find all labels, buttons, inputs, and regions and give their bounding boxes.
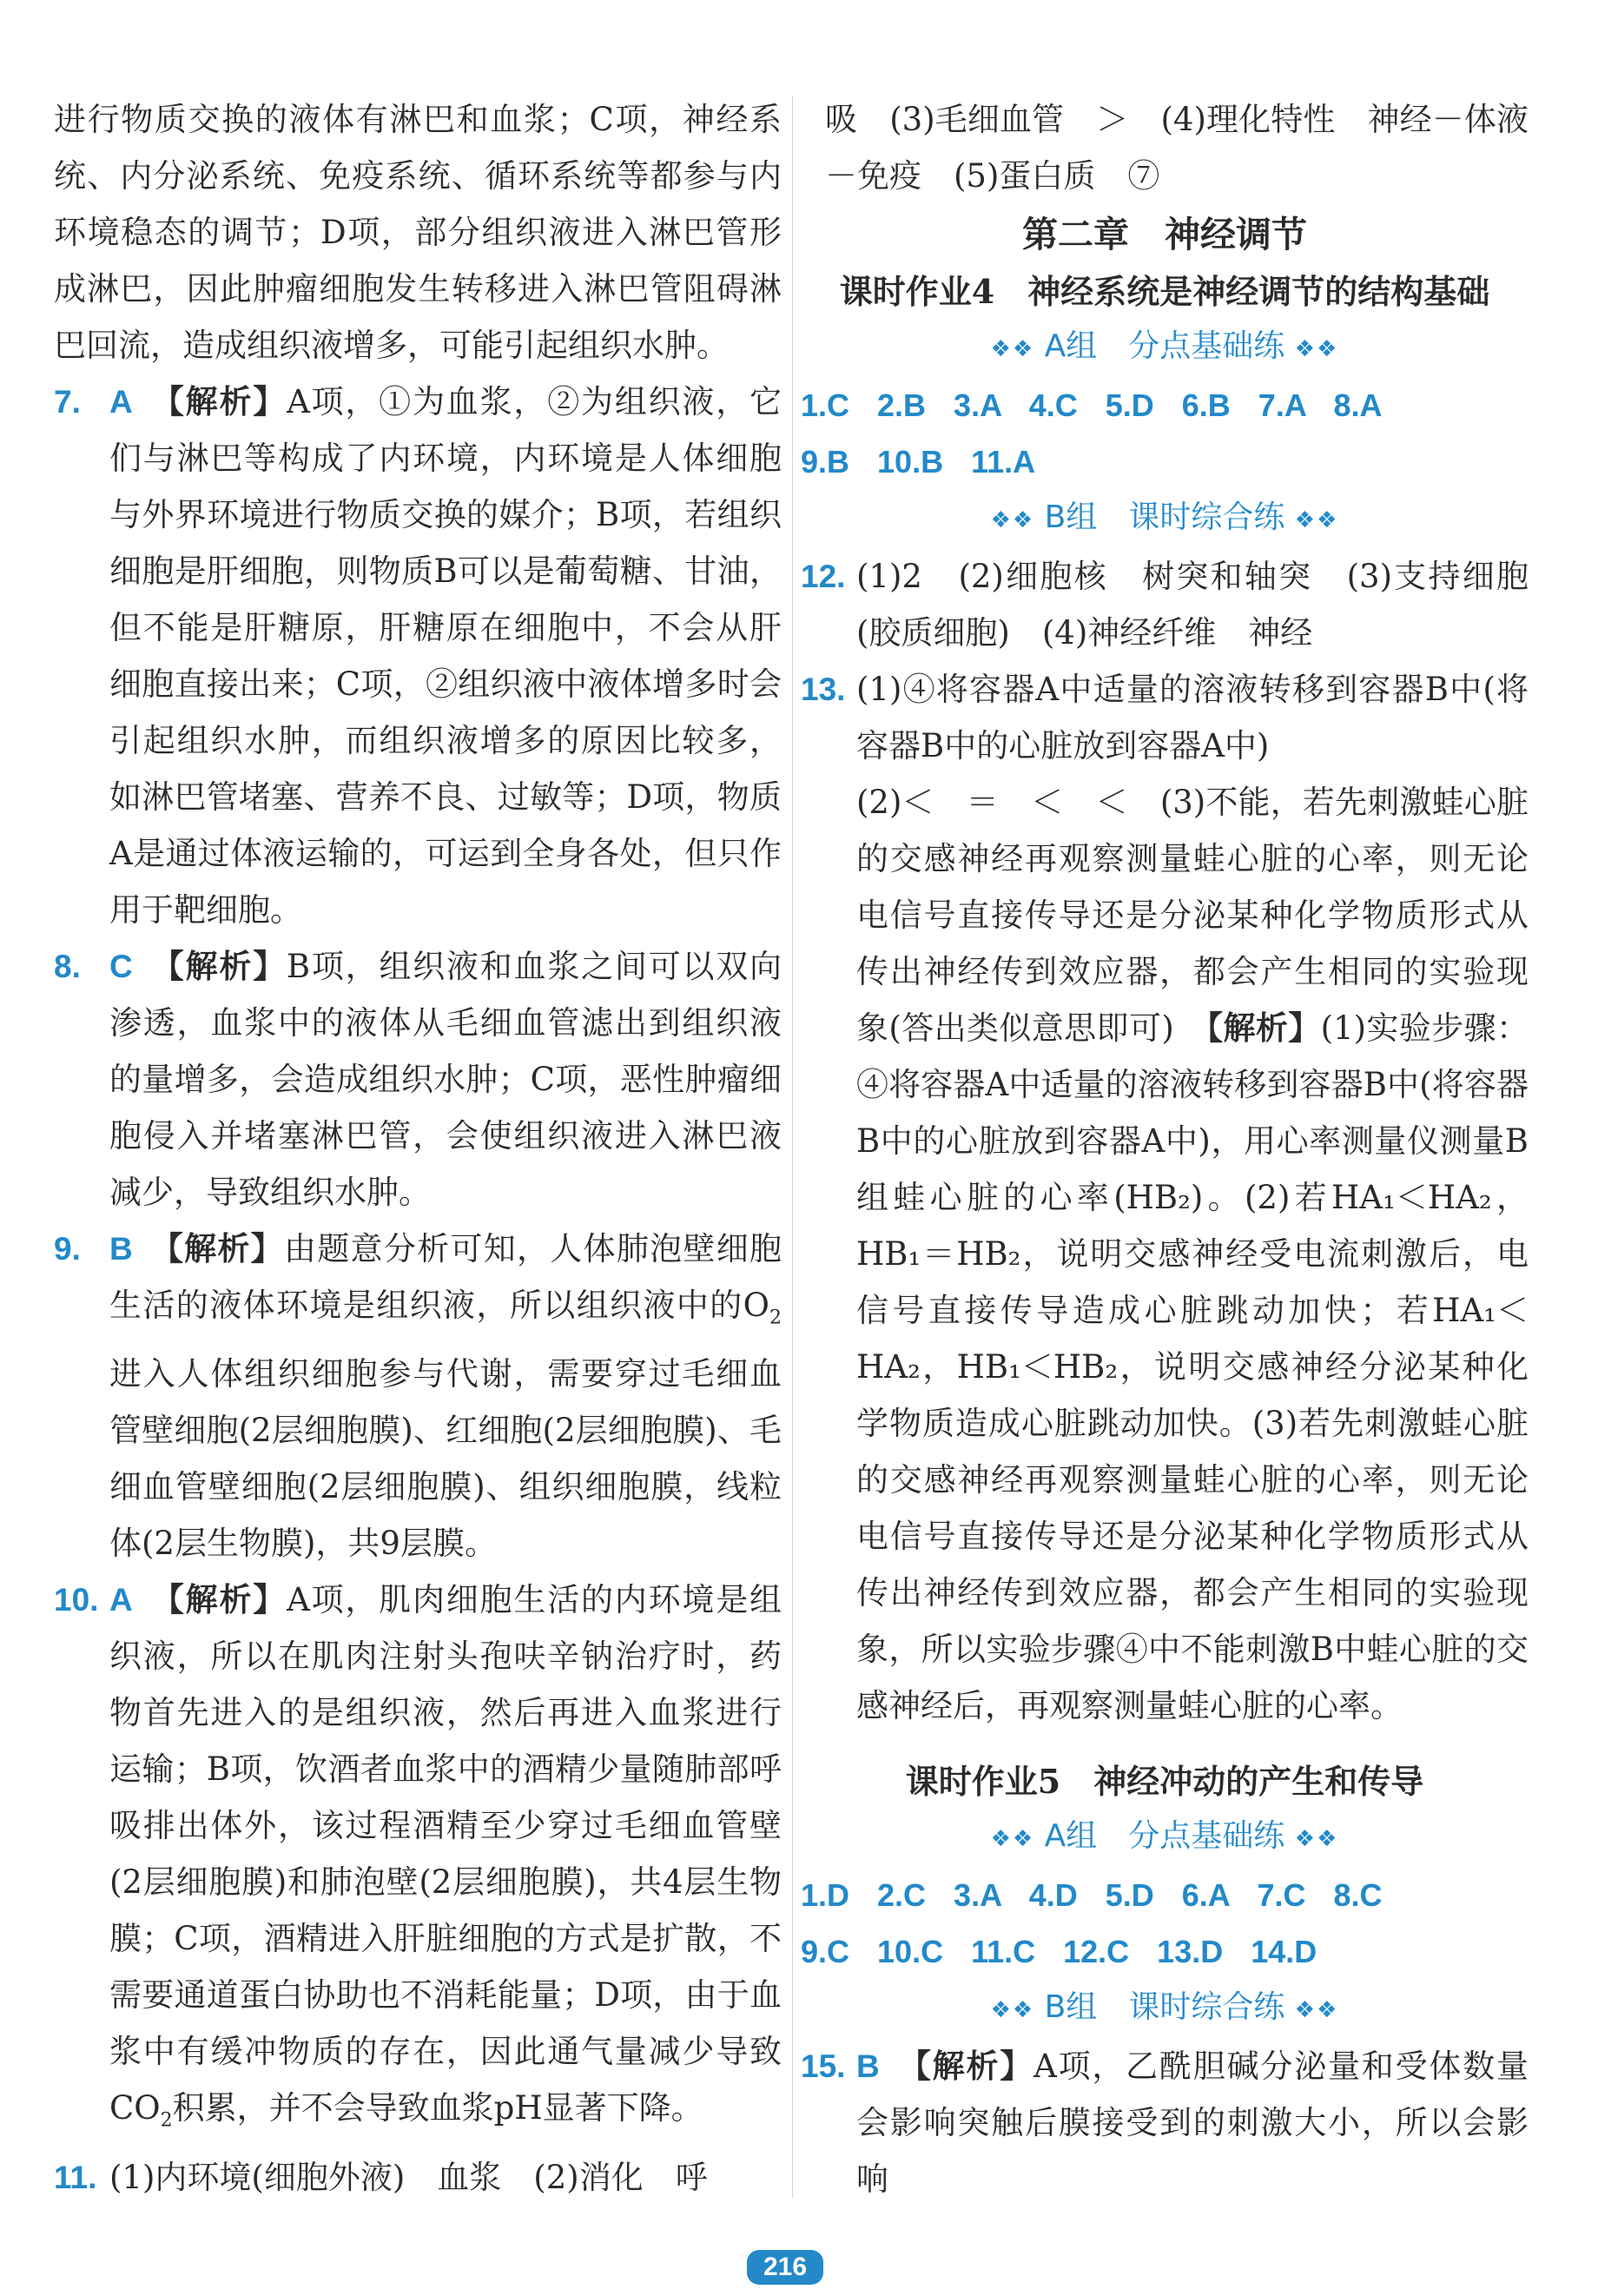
right-column — [801, 91, 1529, 2207]
question-number: 13. — [801, 672, 846, 707]
analysis-label: 【解析】 — [1206, 1009, 1321, 1047]
question-number: 11. — [54, 2159, 97, 2195]
left-column — [54, 91, 782, 2206]
lesson-5-answers-line-1: 1.D 2.C 3.A 4.D 5.D 6.A 7.C 8.C — [801, 1877, 1383, 1913]
diamond-icon: ❖❖ — [990, 507, 1035, 533]
lesson-4-title: 课时作业4 神经系统是神经调节的结构基础 — [839, 272, 1490, 311]
column-divider — [792, 96, 793, 2198]
diamond-icon: ❖❖ — [990, 336, 1035, 362]
lesson-4-answers-line-2: 9.B 10.B 11.A — [801, 444, 1036, 480]
group-label: A组 分点基础练 — [1044, 328, 1285, 364]
answer-part-1: (1)④将容器A中适量的溶液转移到容器B中(将容器B中的心脏放到容器A中) — [856, 671, 1529, 764]
question-7 — [54, 374, 782, 938]
analysis-label: 【解析】 — [915, 2048, 1034, 2085]
chapter-title: 第二章 神经调节 — [1022, 214, 1307, 255]
lesson-5-group-b-heading — [801, 1980, 1529, 2038]
answer-letter: A — [109, 1582, 133, 1618]
analysis-text: 由题意分析可知，人体肺泡壁细胞生活的液体环境是组织液，所以组织液中的O — [109, 1230, 782, 1324]
answer-letter: B — [109, 1231, 133, 1267]
group-label: B组 课时综合练 — [1044, 500, 1285, 535]
answer-letter: B — [856, 2048, 880, 2084]
diamond-icon: ❖❖ — [1294, 507, 1339, 533]
question-8 — [54, 938, 782, 1221]
lesson-4-group-b-heading — [801, 490, 1529, 548]
question-9 — [54, 1221, 782, 1571]
answer-text: (1)2 (2)细胞核 树突和轴突 (3)支持细胞(胶质细胞) (4)神经纤维 神经 — [856, 558, 1529, 652]
analysis-text: A项，肌肉细胞生活的内环境是组织液，所以在肌肉注射头孢呋辛钠治疗时，药物首先进入的是组织液，然后再进入血浆进行运输；B项，饮酒者血浆中的酒精少量随肺部呼吸排出体外，该过程酒精至少穿过毛细血管壁(2层细胞膜)和肺泡壁(2层细胞膜)，共4层生物膜；C项，酒精进入肝脏细胞的方式是扩散，不需要通道蛋白协助也不消耗能量；D项，由于血浆中有缓冲物质的存在，因此通气量减少导致CO — [109, 1581, 782, 2127]
lesson-5-group-a-heading — [801, 1809, 1529, 1867]
diamond-icon: ❖❖ — [1294, 1826, 1339, 1852]
answer-text: (1)内环境(细胞外液) 血浆 (2)消化 呼 — [109, 2158, 708, 2196]
lesson-5-answers-line-2: 9.C 10.C 11.C 12.C 13.D 14.D — [801, 1934, 1317, 1969]
question-number: 10. — [54, 1582, 99, 1618]
analysis-text: (1)实验步骤：④将容器A中适量的溶液转移到容器B中(将容器B中的心脏放到容器A中)，用心率测量仪测量B组蛙心脏的心率(HB₂)。(2)若HA₁＜HA₂，HB₁＝HB₂，说明交感神经受电流刺激后，电信号直接传导造成心脏跳动加快；若HA₁＜HA₂，HB₁＜HB₂，说明交感神经分泌某种化学物质造成心脏跳动加快。(3)若先刺激蛙心脏的交感神经再观察测量蛙心脏的心率，则无论电信号直接传导还是分泌某种化学物质形式从传出神经传到效应器，都会产生相同的实验现象，所以实验步骤④中不能刺激B中蛙心脏的交感神经后，再观察测量蛙心脏的心率。 — [856, 1009, 1529, 1724]
diamond-icon: ❖❖ — [990, 1997, 1035, 2023]
page-number: 216 — [747, 2250, 823, 2285]
lesson-4-answers-line-1: 1.C 2.B 3.A 4.C 5.D 6.B 7.A 8.A — [801, 387, 1383, 423]
question-number: 15. — [801, 2048, 846, 2084]
answer-part-2: (2)＜ ＝ ＜ ＜ (3)不能，若先刺激蛙心脏的交感神经再观察测量蛙心脏的心率，则无论电信号直接传导还是分泌某种化学物质形式从传出神经传到效应器，都会产生相同的实验现象(答出类似意思即可) — [856, 784, 1529, 1047]
question-number: 12. — [801, 559, 846, 594]
lesson-5-title: 课时作业5 神经冲动的产生和传导 — [905, 1762, 1424, 1801]
group-label: A组 分点基础练 — [1044, 1818, 1285, 1854]
analysis-label: 【解析】 — [168, 948, 287, 985]
q6-continuation: 进行物质交换的液体有淋巴和血浆；C项，神经系统、内分泌系统、免疫系统、循环系统等都参与内环境稳态的调节；D项，部分组织液进入淋巴管形成淋巴，因此肿瘤细胞发生转移进入淋巴管阻碍淋巴回流，造成组织液增多，可能引起组织水肿。 — [54, 101, 782, 364]
subscript: 2 — [160, 2109, 173, 2132]
group-label: B组 课时综合练 — [1044, 1989, 1285, 2025]
analysis-text: A项，乙酰胆碱分泌量和受体数量会影响突触后膜接受到的刺激大小，所以会影响 — [856, 2048, 1529, 2198]
answer-letter: A — [109, 384, 133, 420]
question-number: 7. — [54, 384, 81, 420]
question-12 — [801, 548, 1529, 661]
question-number: 8. — [54, 949, 81, 984]
analysis-text: A项，①为血浆，②为组织液，它们与淋巴等构成了内环境，内环境是人体细胞与外界环境进行物质交换的媒介；B项，若组织细胞是肝细胞，则物质B可以是葡萄糖、甘油，但不能是肝糖原，肝糖原在细胞中，不会从肝细胞直接出来；C项，②组织液中液体增多时会引起组织水肿，而组织液增多的原因比较多，如淋巴管堵塞、营养不良、过敏等；D项，物质A是通过体液运输的，可运到全身各处，但只作用于靶细胞。 — [109, 383, 782, 929]
analysis-label: 【解析】 — [168, 383, 287, 420]
question-number: 9. — [54, 1231, 81, 1267]
q11-continuation: 吸 (3)毛细血管 ＞ (4)理化特性 神经－体液－免疫 (5)蛋白质 ⑦ — [825, 101, 1529, 195]
analysis-label: 【解析】 — [167, 1230, 284, 1267]
analysis-text: B项，组织液和血浆之间可以双向渗透，血浆中的液体从毛细血管滤出到组织液的量增多，会造成组织水肿；C项，恶性肿瘤细胞侵入并堵塞淋巴管，会使组织液进入淋巴液减少，导致组织水肿。 — [109, 948, 782, 1211]
question-11 — [54, 2149, 782, 2206]
question-13 — [801, 661, 1529, 1734]
diamond-icon: ❖❖ — [1294, 1997, 1339, 2023]
answer-letter: C — [109, 949, 133, 984]
question-10 — [54, 1571, 782, 2148]
question-15 — [801, 2038, 1529, 2207]
diamond-icon: ❖❖ — [990, 1826, 1035, 1852]
subscript: 2 — [769, 1307, 782, 1329]
analysis-text: 积累，并不会导致血浆pH显著下降。 — [172, 2089, 703, 2127]
diamond-icon: ❖❖ — [1294, 336, 1339, 362]
analysis-text: 进入人体组织细胞参与代谢，需要穿过毛细血管壁细胞(2层细胞膜)、红细胞(2层细胞膜)、毛细血管壁细胞(2层细胞膜)、组织细胞膜，线粒体(2层生物膜)，共9层膜。 — [109, 1355, 782, 1563]
analysis-label: 【解析】 — [168, 1581, 287, 1619]
lesson-4-group-a-heading — [801, 319, 1529, 377]
